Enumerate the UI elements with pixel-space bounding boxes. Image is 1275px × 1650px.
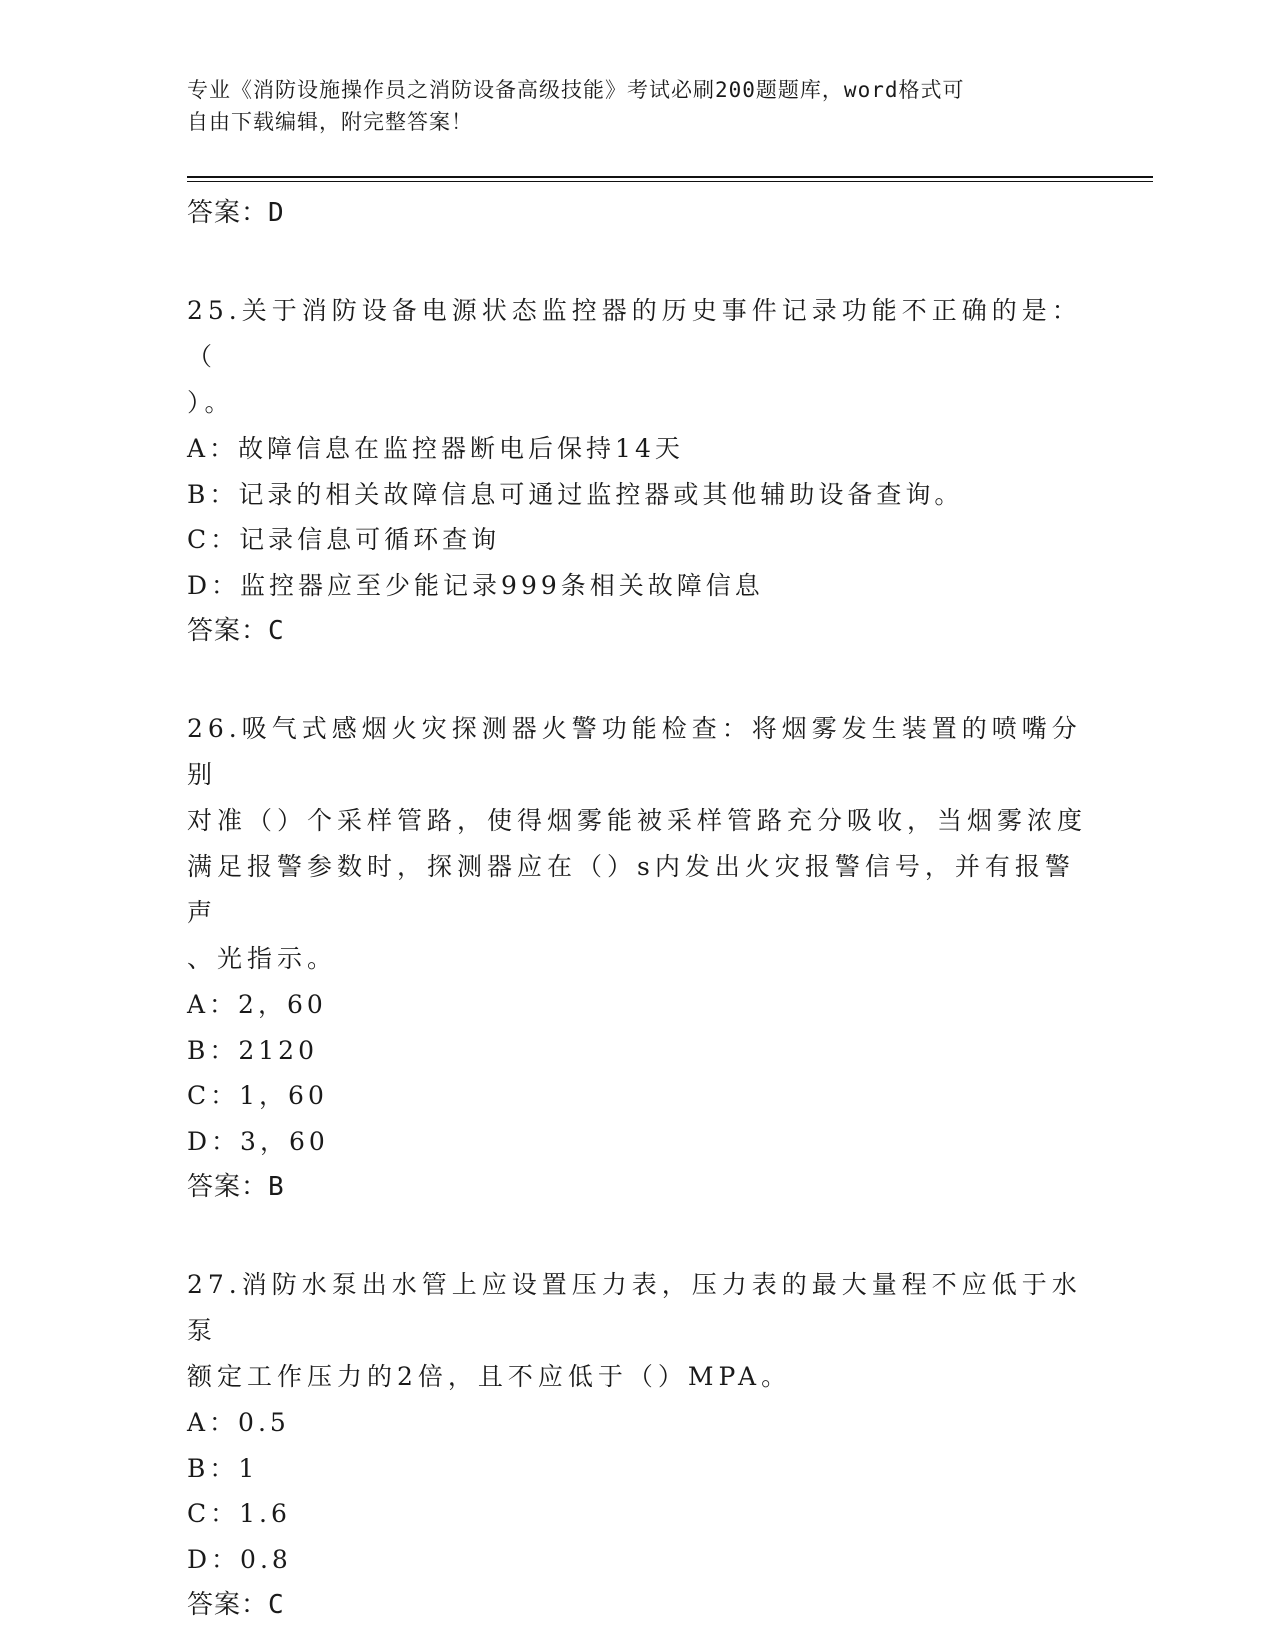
header-line-2: 自由下载编辑，附完整答案！ (187, 110, 473, 134)
question-text-line: 额定工作压力的2倍，且不应低于（）MPA。 (187, 1362, 792, 1391)
option-b: B：记录的相关故障信息可通过监控器或其他辅助设备查询。 (187, 479, 964, 509)
question-text-line: 、光指示。 (187, 944, 338, 973)
document-header (187, 74, 1087, 138)
header-rule-thin (187, 181, 1153, 182)
question-text (187, 288, 1087, 426)
answer: 答案：B (187, 1172, 285, 1202)
header-line-1: 专业《消防设施操作员之消防设备高级技能》考试必刷200题题库，word格式可 (187, 78, 965, 102)
question-27 (187, 1262, 1087, 1628)
question-26 (187, 706, 1087, 1210)
option-d: D：3，60 (187, 1126, 329, 1156)
question-25 (187, 288, 1087, 654)
question-text-line: ）。 (187, 388, 235, 417)
answer: 答案：C (187, 616, 285, 646)
answer: 答案：C (187, 1590, 285, 1620)
option-a: A：故障信息在监控器断电后保持14天 (187, 434, 684, 463)
question-text-line: 满足报警参数时，探测器应在（）s内发出火灾报警信号，并有报警声 (187, 852, 1075, 927)
question-text (187, 706, 1087, 982)
option-a: A：2，60 (187, 990, 327, 1019)
option-b: B：1 (187, 1453, 259, 1483)
option-b: B：2120 (187, 1035, 318, 1065)
question-text-line: 对准（）个采样管路，使得烟雾能被采样管路充分吸收，当烟雾浓度 (187, 806, 1088, 835)
question-text (187, 1262, 1087, 1400)
question-text-line: 27.消防水泵出水管上应设置压力表，压力表的最大量程不应低于水泵 (187, 1270, 1082, 1345)
document-body (187, 190, 1087, 1628)
option-c: C：记录信息可循环查询 (187, 525, 501, 554)
option-d: D：0.8 (187, 1544, 292, 1574)
question-text-line: 25.关于消防设备电源状态监控器的历史事件记录功能不正确的是：（ (187, 296, 1082, 371)
option-a: A：0.5 (187, 1408, 290, 1437)
option-c: C：1.6 (187, 1499, 291, 1528)
option-d: D：监控器应至少能记录999条相关故障信息 (187, 570, 764, 600)
previous-answer: 答案：D (187, 198, 285, 228)
option-c: C：1，60 (187, 1081, 328, 1110)
question-text-line: 26.吸气式感烟火灾探测器火警功能检查：将烟雾发生装置的喷嘴分别 (187, 714, 1082, 789)
header-rule-thick (187, 176, 1153, 178)
